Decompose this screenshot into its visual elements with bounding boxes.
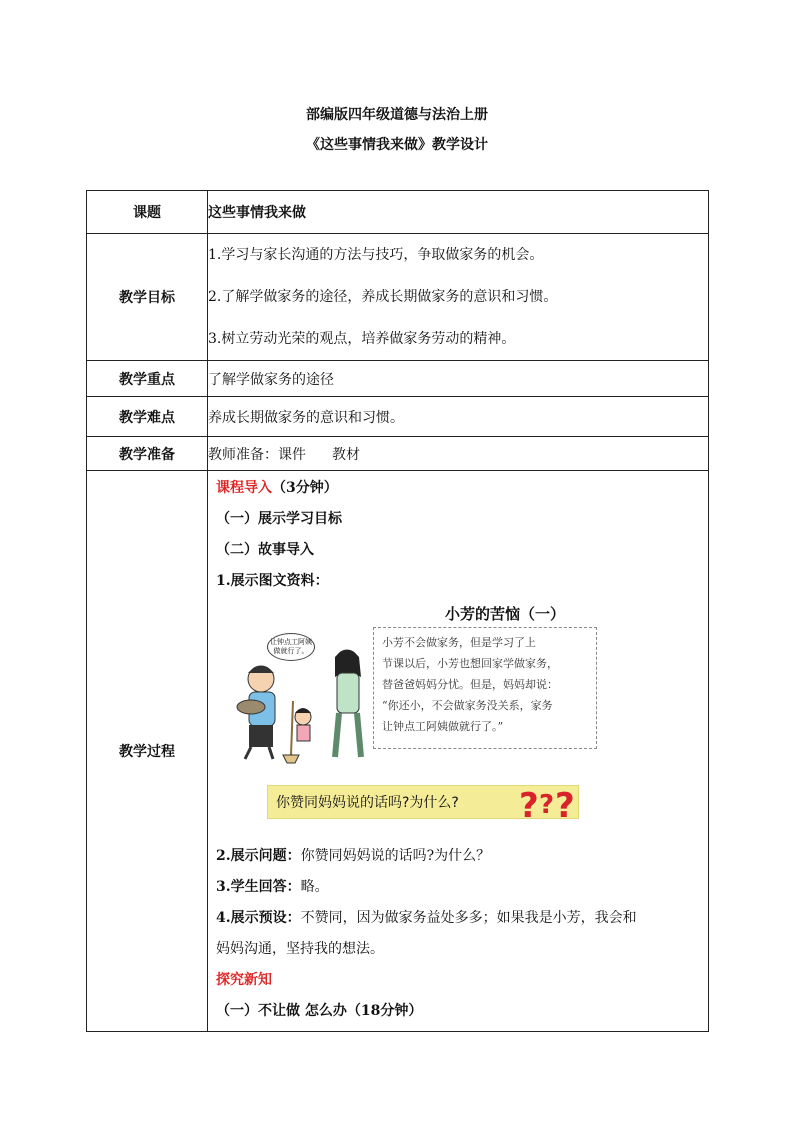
goal-item: 3.树立劳动光荣的观点，培养做家务劳动的精神。 [208,331,516,347]
table-row [87,191,709,234]
preset-text: 不赞同，因为做家务益处多多；如果我是小芳，我会和 [300,910,637,926]
story-line: 节课以后，小芳也想回家学做家务， [382,657,558,670]
difficulty-label: 教学难点 [87,397,208,437]
question-text: 你赞同妈妈说的话吗?为什么？ [300,848,491,864]
preset-line [216,907,700,938]
table-row [87,361,709,397]
svg-text:?: ? [519,786,539,825]
table-row [87,234,709,361]
table-row [87,397,709,437]
step-objectives: （一）展示学习目标 [216,511,342,527]
difficulty-value: 养成长期做家务的意识和习惯。 [208,397,709,437]
table-row [87,471,709,1032]
question-marks-icon [517,773,581,825]
step-story: （二）故事导入 [216,542,314,558]
key-point-value: 了解学做家务的途径 [208,361,709,397]
document-title: 部编版四年级道德与法治上册 [306,107,488,123]
answer-text: 略。 [300,879,329,895]
preparation-label: 教学准备 [87,437,208,471]
lesson-plan-table [86,190,709,1032]
story-line: 小芳不会做家务，但是学习了上 [382,636,536,649]
goals-cell [208,234,709,361]
intro-title: 课程导入 [216,480,272,496]
explore-step: （一）不让做 怎么办（18分钟） [216,1003,423,1019]
story-line: 让钟点工阿姨做就行了。” [382,720,504,733]
svg-text:?: ? [539,790,555,820]
question-label: 2.展示问题： [216,848,301,864]
goal-item: 2.了解学做家务的途径，养成长期做家务的意识和习惯。 [208,289,558,305]
intro-time: （3分钟） [272,480,338,496]
answer-line [216,876,700,907]
preparation-value [208,437,709,471]
question-line [216,845,700,876]
prep-teacher: 教师准备：课件 [208,446,306,463]
preset-label: 4.展示预设： [216,910,301,926]
explore-title: 探究新知 [216,972,272,988]
story-line: “你还小，不会做家务没关系，家务 [382,699,553,712]
table-row [87,437,709,471]
story-text-box [373,627,597,749]
story-line: 替爸爸妈妈分忧。但是，妈妈却说： [382,678,558,691]
answer-label: 3.学生回答： [216,879,301,895]
preset-line-2: 妈妈沟通，坚持我的想法。 [216,941,384,957]
goal-item: 1.学习与家长沟通的方法与技巧，争取做家务的机会。 [208,247,544,263]
process-label: 教学过程 [87,471,208,1032]
key-point-label: 教学重点 [87,361,208,397]
prep-textbook: 教材 [332,446,360,463]
topic-label: 课题 [87,191,208,234]
show-material: 1.展示图文资料： [216,573,329,589]
speech-bubble: 让钟点工阿姨做就行了。 [267,633,315,661]
story-illustration [221,603,593,835]
topic-value: 这些事情我来做 [208,191,709,234]
illustration-title: 小芳的苦恼（一） [445,605,566,623]
document-subtitle: 《这些事情我来做》教学设计 [306,137,488,153]
question-banner: 你赞同妈妈说的话吗?为什么? [267,785,579,819]
goals-label: 教学目标 [87,234,208,361]
svg-text:?: ? [555,786,575,825]
intro-line [216,477,700,508]
process-cell [208,471,709,1032]
